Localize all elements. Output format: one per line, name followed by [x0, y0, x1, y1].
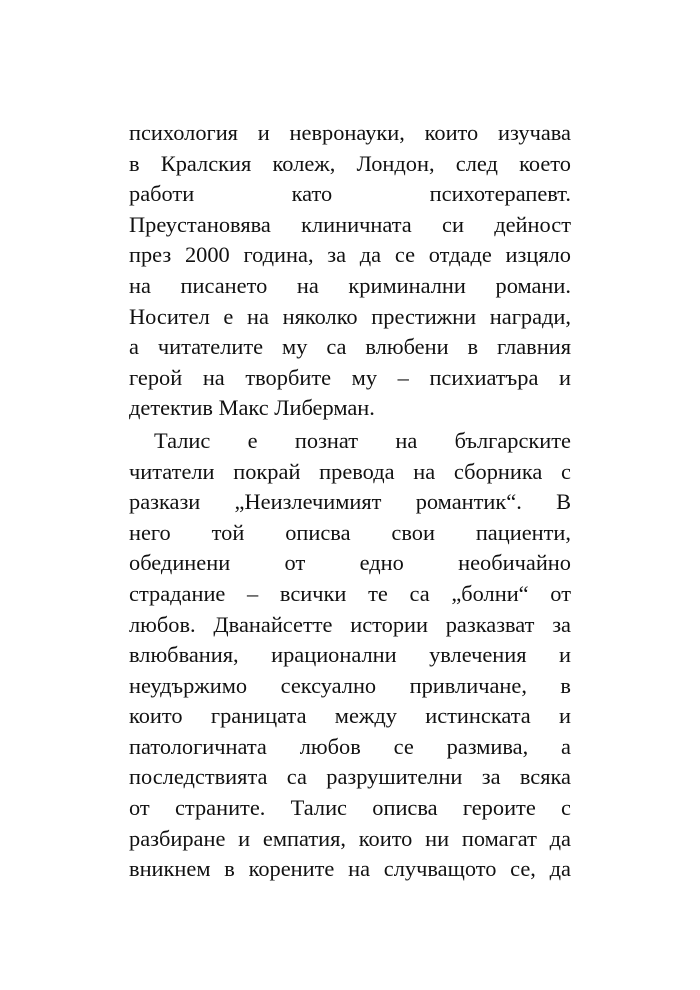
text-line: работи като психотерапевт. [129, 181, 571, 207]
text-line: патологичната любов се размива, а [129, 733, 571, 759]
paragraph-1 [129, 118, 571, 424]
text-line: последствията са разрушителни за всяка [129, 764, 571, 790]
text-line: читатели покрай превода на сборника с [129, 458, 571, 484]
text-line: влюбвания, ирационални увлечения и [129, 642, 571, 668]
text-line: Преустановява клиничната си дейност [129, 211, 571, 237]
text-line: неудържимо сексуално привличане, в [129, 672, 571, 698]
text-line: които границата между истинската и [129, 703, 571, 729]
text-line: любов. Дванайсетте истории разказват за [129, 611, 571, 637]
text-line: в Кралския колеж, Лондон, след което [129, 150, 571, 176]
text-line: вникнем в корените на случващото се, да [129, 856, 571, 882]
text-line: разбиране и емпатия, които ни помагат да [129, 825, 571, 851]
text-line: него той описва свои пациенти, [129, 519, 571, 545]
body-text [129, 118, 571, 885]
text-line: разкази „Неизлечимият романтик“. В [129, 489, 571, 515]
text-line: през 2000 година, за да се отдаде изцяло [129, 242, 571, 268]
text-line: детектив Макс Либерман. [129, 395, 375, 421]
text-line: а читателите му са влюбени в главния [129, 334, 571, 360]
text-line: психология и невронауки, които изучава [129, 120, 571, 145]
text-line: Талис е познат на българските [154, 427, 571, 453]
text-line: от страните. Талис описва героите с [129, 795, 571, 821]
text-line: Носител е на няколко престижни награди, [129, 303, 571, 329]
text-line: страдание – всички те са „болни“ от [129, 580, 571, 606]
text-line: герой на творбите му – психиатъра и [129, 364, 571, 390]
text-line: на писането на криминални романи. [129, 272, 571, 298]
text-line: обединени от едно необичайно [129, 550, 571, 576]
paragraph-2 [129, 426, 571, 885]
